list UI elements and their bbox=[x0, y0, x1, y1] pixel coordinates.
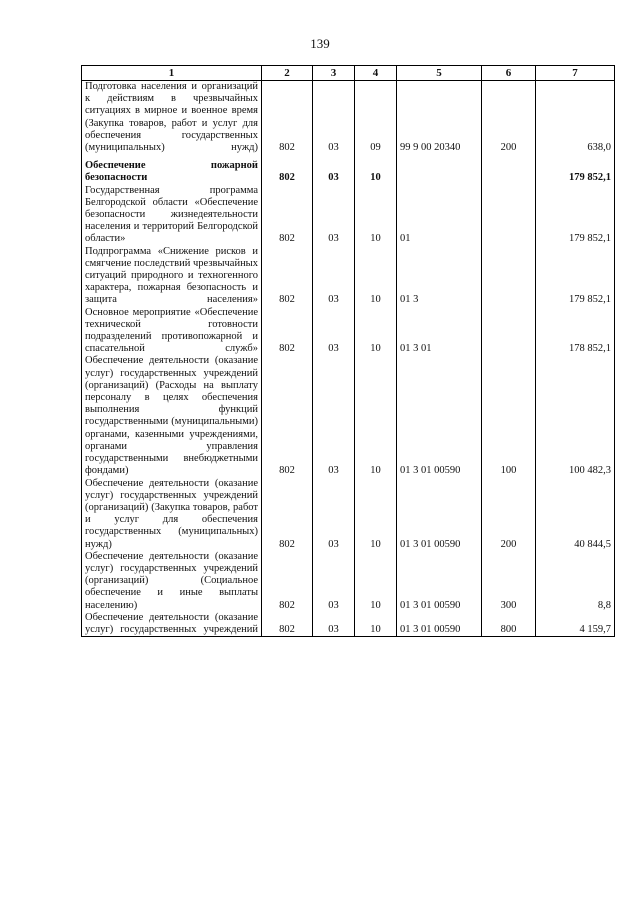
header-col-1: 1 bbox=[82, 66, 262, 81]
row-expense-type-code: 800 bbox=[482, 612, 536, 637]
row-target-article-code: 01 3 01 00590 bbox=[397, 612, 482, 637]
row-ved-code: 802 bbox=[262, 185, 313, 246]
header-col-7: 7 bbox=[536, 66, 615, 81]
row-subsection-code: 10 bbox=[355, 246, 397, 307]
row-description: Подготовка населения и организаций к действиям в чрезвычайных ситуациях в мирное и военное время (Закупка товаров, работ и услуг для обеспечения государственных (муниципальных) нужд) bbox=[82, 81, 262, 155]
table-row bbox=[82, 612, 615, 637]
row-description: Обеспечение деятельности (оказание услуг) государственных учреждений (организаций) (Социальное обеспечение и иные выплаты населению) bbox=[82, 551, 262, 612]
row-amount: 100 482,3 bbox=[536, 355, 615, 477]
row-amount: 179 852,1 bbox=[536, 160, 615, 184]
row-expense-type-code: 100 bbox=[482, 355, 536, 477]
row-subsection-code: 09 bbox=[355, 81, 397, 155]
row-description: Основное мероприятие «Обеспечение технической готовности подразделений противопожарной и спасательной служб» bbox=[82, 307, 262, 356]
row-target-article-code: 01 bbox=[397, 185, 482, 246]
row-section-code: 03 bbox=[313, 551, 355, 612]
row-section-code: 03 bbox=[313, 478, 355, 551]
row-ved-code: 802 bbox=[262, 478, 313, 551]
row-subsection-code: 10 bbox=[355, 551, 397, 612]
row-ved-code: 802 bbox=[262, 355, 313, 477]
row-expense-type-code: 200 bbox=[482, 478, 536, 551]
row-description: Государственная программа Белгородской области «Обеспечение безопасности жизнедеятельности населения и территорий Белгородской области» bbox=[82, 185, 262, 246]
row-subsection-code: 10 bbox=[355, 307, 397, 356]
table-row bbox=[82, 355, 615, 477]
row-ved-code: 802 bbox=[262, 612, 313, 637]
row-target-article-code bbox=[397, 160, 482, 184]
row-subsection-code: 10 bbox=[355, 160, 397, 184]
row-ved-code: 802 bbox=[262, 307, 313, 356]
table-row bbox=[82, 185, 615, 246]
row-amount: 179 852,1 bbox=[536, 246, 615, 307]
header-col-3: 3 bbox=[313, 66, 355, 81]
table-row bbox=[82, 81, 615, 155]
row-target-article-code: 01 3 01 00590 bbox=[397, 551, 482, 612]
header-col-2: 2 bbox=[262, 66, 313, 81]
table-row bbox=[82, 246, 615, 307]
header-col-6: 6 bbox=[482, 66, 536, 81]
header-row bbox=[82, 66, 615, 81]
row-target-article-code: 01 3 bbox=[397, 246, 482, 307]
row-section-code: 03 bbox=[313, 160, 355, 184]
row-ved-code: 802 bbox=[262, 81, 313, 155]
row-description: Обеспечение деятельности (оказание услуг) государственных учреждений (организаций) (Расходы на выплату персоналу в целях обеспечения выполнения функций государственными (муниципальными) органами, казенными учреждениями, органами управления государственными внебюджетными фондами) bbox=[82, 355, 262, 477]
row-section-code: 03 bbox=[313, 246, 355, 307]
table-row bbox=[82, 307, 615, 356]
row-subsection-code: 10 bbox=[355, 355, 397, 477]
row-description: Обеспечение деятельности (оказание услуг) государственных учреждений (организаций) (Закупка товаров, работ и услуг для обеспечения государственных (муниципальных) нужд) bbox=[82, 478, 262, 551]
row-expense-type-code bbox=[482, 307, 536, 356]
row-target-article-code: 01 3 01 00590 bbox=[397, 355, 482, 477]
row-amount: 4 159,7 bbox=[536, 612, 615, 637]
row-expense-type-code bbox=[482, 160, 536, 184]
row-section-code: 03 bbox=[313, 355, 355, 477]
row-target-article-code: 01 3 01 bbox=[397, 307, 482, 356]
row-expense-type-code: 300 bbox=[482, 551, 536, 612]
row-amount: 178 852,1 bbox=[536, 307, 615, 356]
row-target-article-code: 01 3 01 00590 bbox=[397, 478, 482, 551]
row-section-code: 03 bbox=[313, 612, 355, 637]
row-amount: 179 852,1 bbox=[536, 185, 615, 246]
row-description: Обеспечение пожарной безопасности bbox=[82, 160, 262, 184]
table-row bbox=[82, 551, 615, 612]
header-col-5: 5 bbox=[397, 66, 482, 81]
row-expense-type-code: 200 bbox=[482, 81, 536, 155]
row-amount: 8,8 bbox=[536, 551, 615, 612]
row-subsection-code: 10 bbox=[355, 185, 397, 246]
budget-table bbox=[81, 65, 615, 637]
row-ved-code: 802 bbox=[262, 551, 313, 612]
row-subsection-code: 10 bbox=[355, 612, 397, 637]
header-col-4: 4 bbox=[355, 66, 397, 81]
row-description: Обеспечение деятельности (оказание услуг) государственных учреждений bbox=[82, 612, 262, 637]
row-description: Подпрограмма «Снижение рисков и смягчение последствий чрезвычайных ситуаций природного и техногенного характера, пожарная безопасность и защита населения» bbox=[82, 246, 262, 307]
row-ved-code: 802 bbox=[262, 160, 313, 184]
row-target-article-code: 99 9 00 20340 bbox=[397, 81, 482, 155]
row-expense-type-code bbox=[482, 185, 536, 246]
row-ved-code: 802 bbox=[262, 246, 313, 307]
row-section-code: 03 bbox=[313, 185, 355, 246]
row-section-code: 03 bbox=[313, 81, 355, 155]
row-subsection-code: 10 bbox=[355, 478, 397, 551]
row-amount: 638,0 bbox=[536, 81, 615, 155]
table-row bbox=[82, 478, 615, 551]
page-number: 139 bbox=[310, 36, 330, 51]
table-row bbox=[82, 160, 615, 184]
row-section-code: 03 bbox=[313, 307, 355, 356]
row-amount: 40 844,5 bbox=[536, 478, 615, 551]
row-expense-type-code bbox=[482, 246, 536, 307]
